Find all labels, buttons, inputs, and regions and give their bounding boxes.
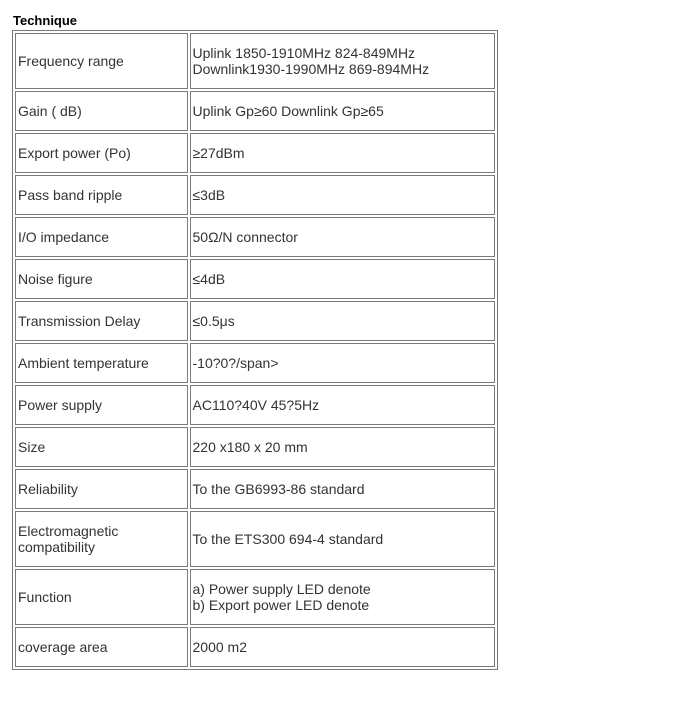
value-line: To the GB6993-86 standard <box>192 481 365 497</box>
value-line: ≤3dB <box>192 187 226 203</box>
label-line: compatibility <box>18 539 96 555</box>
label-line: Function <box>18 589 72 605</box>
value-line: ≤4dB <box>192 271 226 287</box>
value-line: Uplink Gp≥60 Downlink Gp≥65 <box>192 103 384 119</box>
row-label <box>15 175 188 215</box>
label-line: Reliability <box>18 481 78 497</box>
value-line: ≤0.5μs <box>192 313 235 329</box>
page-title: Technique <box>13 13 78 28</box>
row-value <box>190 511 496 567</box>
row-label <box>15 217 188 257</box>
table-row <box>15 385 495 425</box>
table-row <box>15 217 495 257</box>
table-row <box>15 343 495 383</box>
table-row <box>15 427 495 467</box>
row-value <box>190 217 496 257</box>
row-value <box>190 469 496 509</box>
label-line: Pass band ripple <box>18 187 123 203</box>
spec-table <box>12 30 498 670</box>
value-line: AC110?40V 45?5Hz <box>192 397 320 413</box>
row-label <box>15 427 188 467</box>
row-label <box>15 33 188 89</box>
row-value <box>190 569 496 625</box>
row-value <box>190 91 496 131</box>
value-line: a) Power supply LED denote <box>192 581 371 597</box>
value-line: ≥27dBm <box>192 145 245 161</box>
table-row <box>15 133 495 173</box>
value-line: Downlink1930-1990MHz 869-894MHz <box>192 61 430 77</box>
table-row <box>15 175 495 215</box>
value-line: 220 x180 x 20 mm <box>192 439 308 455</box>
label-line: Noise figure <box>18 271 93 287</box>
label-line: Power supply <box>18 397 103 413</box>
row-label <box>15 385 188 425</box>
label-line: Frequency range <box>18 53 124 69</box>
row-label <box>15 259 188 299</box>
row-label <box>15 343 188 383</box>
row-value <box>190 175 496 215</box>
row-value <box>190 627 496 667</box>
table-row <box>15 33 495 89</box>
label-line: Transmission Delay <box>18 313 141 329</box>
label-line: Size <box>18 439 46 455</box>
value-line: 2000 m2 <box>192 639 247 655</box>
label-line: coverage area <box>18 639 108 655</box>
table-row <box>15 569 495 625</box>
row-label <box>15 511 188 567</box>
table-row <box>15 91 495 131</box>
row-label <box>15 301 188 341</box>
row-value <box>190 133 496 173</box>
row-label <box>15 91 188 131</box>
table-row <box>15 469 495 509</box>
value-line: To the ETS300 694-4 standard <box>192 531 384 547</box>
value-line: 50Ω/N connector <box>192 229 298 245</box>
row-value <box>190 301 496 341</box>
row-label <box>15 569 188 625</box>
table-row <box>15 511 495 567</box>
value-line: Uplink 1850-1910MHz 824-849MHz <box>192 45 416 61</box>
row-label <box>15 469 188 509</box>
label-line: Gain ( dB) <box>18 103 82 119</box>
row-label <box>15 627 188 667</box>
value-line: b) Export power LED denote <box>192 597 370 613</box>
row-value <box>190 385 496 425</box>
table-row <box>15 301 495 341</box>
row-value <box>190 427 496 467</box>
row-label <box>15 133 188 173</box>
row-value <box>190 259 496 299</box>
label-line: Ambient temperature <box>18 355 149 371</box>
label-line: Export power (Po) <box>18 145 131 161</box>
label-line: I/O impedance <box>18 229 110 245</box>
label-line: Electromagnetic <box>18 523 119 539</box>
row-value <box>190 343 496 383</box>
table-row <box>15 627 495 667</box>
table-row <box>15 259 495 299</box>
value-line: -10?0?/span> <box>192 355 279 371</box>
row-value <box>190 33 496 89</box>
